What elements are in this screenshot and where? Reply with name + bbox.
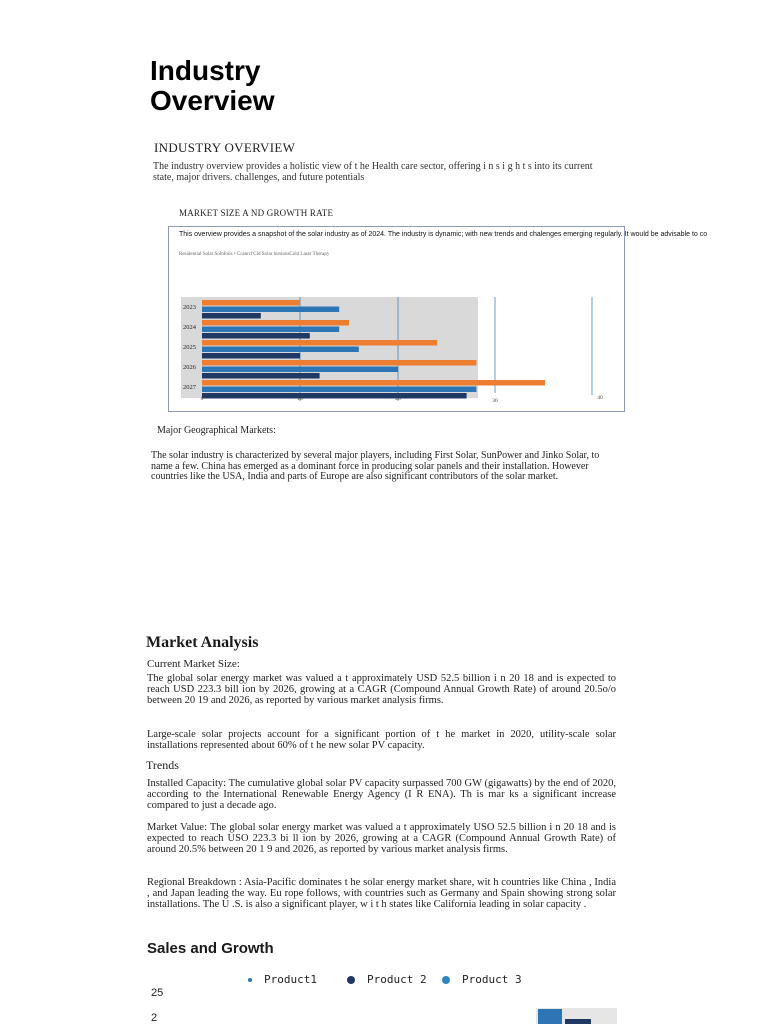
market-value-text: : The global solar energy market was valued a t approximately USO 52.5 billion i n 20 18 and is expected to reach USO 223.3 bi ll ion by 2026, growing at a CAGR (Compound Annual Growth Rate) of around 20.5% between 20 1 9 and 2026, as reported by various market analysis firms. xyxy=(147,822,616,855)
legend-product1 xyxy=(248,973,317,986)
y-tick-label: 2027 xyxy=(183,384,196,391)
x-tick-label: 10 xyxy=(297,396,303,402)
legend-product2 xyxy=(347,973,427,986)
market-analysis-title: Market Analysis xyxy=(146,634,259,651)
y-tick-label: 2026 xyxy=(183,364,196,371)
bar-2024-s2 xyxy=(202,327,339,333)
legend-dot-product2 xyxy=(347,976,355,984)
bar-2023-s1 xyxy=(202,300,300,306)
current-market-size-text: The global solar energy market was valued a t approximately USD 52.5 billion i n 20 18 and is expected to reach USD 223.3 bill ion by 2026, growing at a CAGR (Compound Annual Growth Rate) of around 20.5o/o between 20 19 and 2026, as reported by various market analysis firms. xyxy=(147,673,616,706)
installed-capacity-keyword: Installed Capacity xyxy=(147,778,224,789)
installed-capacity-paragraph xyxy=(147,778,616,811)
bar-2024-s3 xyxy=(202,333,310,339)
y-tick-label: 2023 xyxy=(183,304,196,311)
y-tick-label: 2025 xyxy=(183,344,196,351)
x-tick-label: 40 xyxy=(597,395,603,401)
current-market-size-label: Current Market Size: xyxy=(147,658,240,670)
legend-dot-product1 xyxy=(248,978,252,982)
chart-note: This overview provides a snapshot of the solar industry as of 2024. The industry is dynamic; with new trends and chalenges emerging regularly. It would be advisable to co xyxy=(179,231,708,238)
x-tick-label: 0 xyxy=(200,396,204,402)
chart-legend: Residential Solar Solnfoils • Ccanrcl'Cld Solar lnrsionsCold Laser Therapy xyxy=(179,252,330,257)
bar-2023-s2 xyxy=(202,307,339,313)
geo-markets-text: The solar industry is characterized by several major players, including First Solar, SunPower and Jinko Solar, to name a few. China has emerged as a dominant force in producing solar panels and their installation. However countries like the USA, India and parts of Europe are also significant contributors of the solar market. xyxy=(151,450,600,482)
sales-growth-title: Sales and Growth xyxy=(147,940,274,957)
bar-2024-s1 xyxy=(202,320,349,326)
market-size-chart-title: MARKET SIZE A ND GROWTH RATE xyxy=(179,208,334,218)
bar-2026-s2 xyxy=(202,367,398,373)
y-tick-label: 2024 xyxy=(183,324,196,331)
bar-2025-s3 xyxy=(202,353,300,359)
sales-ytick: 25 xyxy=(151,987,164,999)
legend-dot-product3 xyxy=(442,976,450,984)
legend-product2-label: Product 2 xyxy=(367,973,427,986)
geo-markets-label: Major Geographical Markets: xyxy=(157,425,276,436)
sales-ytick: 2 xyxy=(151,1012,158,1024)
market-value-keyword: Market Value xyxy=(147,822,205,833)
regional-breakdown-keyword: Regional Breakdown : xyxy=(147,877,242,888)
bar-2025-s2 xyxy=(202,347,359,353)
page-title xyxy=(150,56,275,116)
regional-breakdown-text: Asia-Pacific dominates t he solar energy market share, wit h countries like China , India , and Japan leading the way. Eu rope follows, with countries such as Germany and Spain showing strong solar installations. The U .S. is also a significant player, w i t h states like California leading in solar capacity . xyxy=(147,877,616,910)
sales-bar xyxy=(538,1009,562,1024)
bar-2027-s1 xyxy=(202,380,545,386)
large-scale-text: Large-scale solar projects account for a significant portion of t he market in 2020, utility-scale solar installations represented about 60% of t he new solar PV capacity. xyxy=(147,729,616,751)
bar-2027-s2 xyxy=(202,387,476,393)
overview-text: The industry overview provides a holistic view of t he Health care sector, offering i n s i g h t s into its current state, major drivers. challenges, and future potentials xyxy=(153,161,593,183)
bar-2026-s1 xyxy=(202,360,476,366)
overview-heading: INDUSTRY OVERVIEW xyxy=(154,140,296,155)
legend-product1-label: Product1 xyxy=(264,973,317,986)
page-title-line2: Overview xyxy=(150,85,275,116)
market-value-paragraph xyxy=(147,822,616,855)
legend-product3 xyxy=(442,973,522,986)
market-size-chart xyxy=(168,226,708,412)
regional-breakdown-paragraph xyxy=(147,877,616,910)
installed-capacity-text: : The cumulative global solar PV capacity surpassed 700 GW (gigawatts) by the end of 2020, according to the International Renewable Energy Agency (I R ENA). Th is mar ks a significant increase compared to just a decade ago. xyxy=(147,778,616,811)
legend-product3-label: Product 3 xyxy=(462,973,522,986)
sales-bar xyxy=(565,1019,591,1024)
bar-2026-s3 xyxy=(202,373,320,379)
x-tick-label: 30 xyxy=(492,398,498,404)
x-tick-label: 20 xyxy=(395,396,401,402)
bar-2023-s3 xyxy=(202,313,261,319)
bar-2027-s3 xyxy=(202,393,467,399)
bar-2025-s1 xyxy=(202,340,437,346)
page-title-line1: Industry xyxy=(150,55,261,86)
trends-label: Trends xyxy=(146,758,179,772)
